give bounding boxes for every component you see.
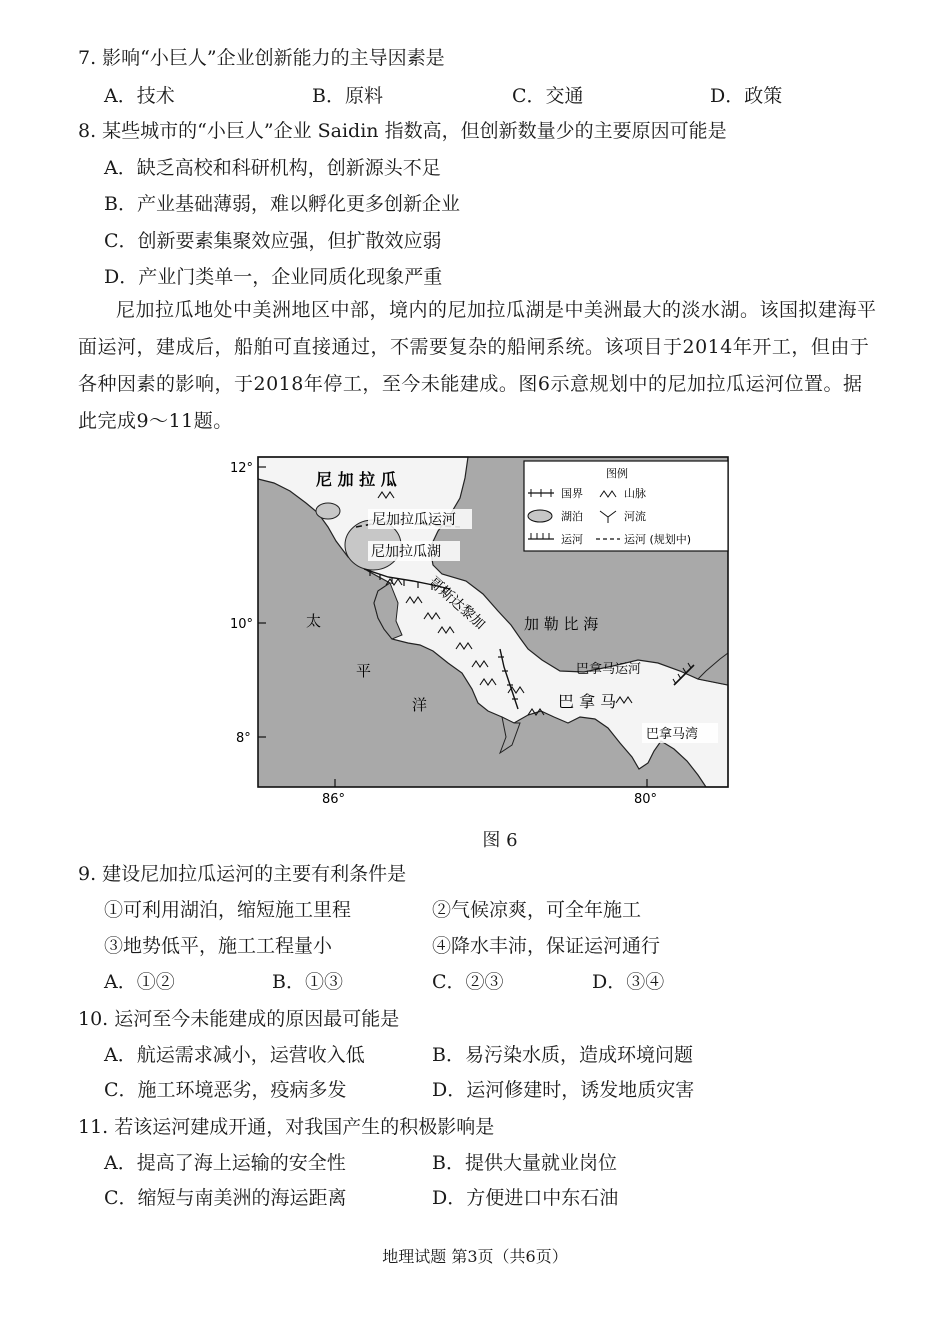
map-svg <box>228 453 758 813</box>
label-panama: 巴 拿 马 <box>558 692 617 711</box>
q9-statement-3: ③地势低平，施工工程量小 <box>104 935 333 957</box>
label-pacific-1: 太 <box>306 612 322 630</box>
q8-option-b: B．产业基础薄弱，难以孵化更多创新企业 <box>104 193 460 215</box>
label-nicaragua-canal: 尼加拉瓜运河 <box>372 512 456 528</box>
passage-text: 尼加拉瓜地处中美洲地区中部，境内的尼加拉瓜湖是中美洲最大的淡水湖。该国拟建海平面运河，建成后，船舶可直接通过，不需要复杂的船闸系统。该项目于2014年开工，但由于各种因素的影响，于2018年停工，至今未能建成。图6示意规划中的尼加拉瓜运河位置。据此完成9～11题。 <box>78 299 877 432</box>
label-pacific-2: 平 <box>356 662 372 680</box>
lat-8: 8° <box>236 731 251 746</box>
legend-lake-label: 湖泊 <box>561 510 583 523</box>
figure-caption: 图 6 <box>482 830 518 851</box>
q10-stem: 10. 运河至今未能建成的原因最可能是 <box>78 1008 400 1030</box>
label-nicaragua: 尼 加 拉 瓜 <box>316 470 397 489</box>
q11-option-b: B．提供大量就业岗位 <box>432 1152 617 1174</box>
q10-option-c: C．施工环境恶劣，疫病多发 <box>104 1079 347 1101</box>
q8-option-c: C．创新要素集聚效应强，但扩散效应弱 <box>104 230 442 252</box>
legend-river-label: 河流 <box>624 510 646 523</box>
label-caribbean: 加 勒 比 海 <box>524 615 599 633</box>
lon-80: 80° <box>634 792 658 807</box>
label-costa-rica: 哥斯达黎加 <box>425 574 489 633</box>
lat-10: 10° <box>230 617 254 632</box>
q8-option-a: A．缺乏高校和科研机构，创新源头不足 <box>104 157 441 179</box>
q7-option-a: A．技术 <box>104 85 175 107</box>
q11-option-a: A．提高了海上运输的安全性 <box>104 1152 346 1174</box>
q7-option-b: B．原料 <box>312 85 383 107</box>
q9-option-d: D．③④ <box>592 971 665 993</box>
lake-managua <box>316 503 340 519</box>
label-panama-bay: 巴拿马湾 <box>646 727 699 742</box>
q8-stem: 8. 某些城市的“小巨人”企业 Saidin 指数高，但创新数量少的主要原因可能是 <box>78 120 727 142</box>
q9-option-c: C．②③ <box>432 971 504 993</box>
q9-statement-2: ②气候凉爽，可全年施工 <box>432 899 642 921</box>
q9-option-a: A．①② <box>104 971 175 993</box>
q7-stem: 7. 影响“小巨人”企业创新能力的主导因素是 <box>78 47 445 69</box>
q8-option-d: D．产业门类单一，企业同质化现象严重 <box>104 266 443 288</box>
legend-border-label: 国界 <box>561 487 583 500</box>
q11-stem: 11. 若该运河建成开通，对我国产生的积极影响是 <box>78 1116 495 1138</box>
q9-stem: 9. 建设尼加拉瓜运河的主要有利条件是 <box>78 863 407 885</box>
passage <box>78 292 878 440</box>
legend-mountain-label: 山脉 <box>624 487 646 500</box>
label-panama-canal: 巴拿马运河 <box>576 662 642 677</box>
q7-option-d: D．政策 <box>710 85 783 107</box>
q9-option-b: B．①③ <box>272 971 343 993</box>
legend-planned-canal-label: 运河 (规划中) <box>624 533 692 546</box>
q10-option-b: B．易污染水质，造成环境问题 <box>432 1044 693 1066</box>
q11-option-c: C．缩短与南美洲的海运距离 <box>104 1187 347 1209</box>
label-lake-nicaragua: 尼加拉瓜湖 <box>371 544 441 560</box>
label-pacific-3: 洋 <box>412 696 428 714</box>
legend-box <box>524 461 728 551</box>
q9-statement-4: ④降水丰沛，保证运河通行 <box>432 935 661 957</box>
q7-option-c: C．交通 <box>512 85 584 107</box>
q11-option-d: D．方便进口中东石油 <box>432 1187 619 1209</box>
q10-option-a: A．航运需求减小，运营收入低 <box>104 1044 365 1066</box>
legend-title: 图例 <box>606 467 628 480</box>
q9-statement-1: ①可利用湖泊，缩短施工里程 <box>104 899 352 921</box>
page-footer: 地理试题 第3页（共6页） <box>382 1247 568 1266</box>
legend-canal-label: 运河 <box>561 533 583 546</box>
lat-12: 12° <box>230 461 254 476</box>
nicaragua-canal-map <box>228 453 758 813</box>
q10-option-d: D．运河修建时，诱发地质灾害 <box>432 1079 695 1101</box>
lon-86: 86° <box>322 792 346 807</box>
